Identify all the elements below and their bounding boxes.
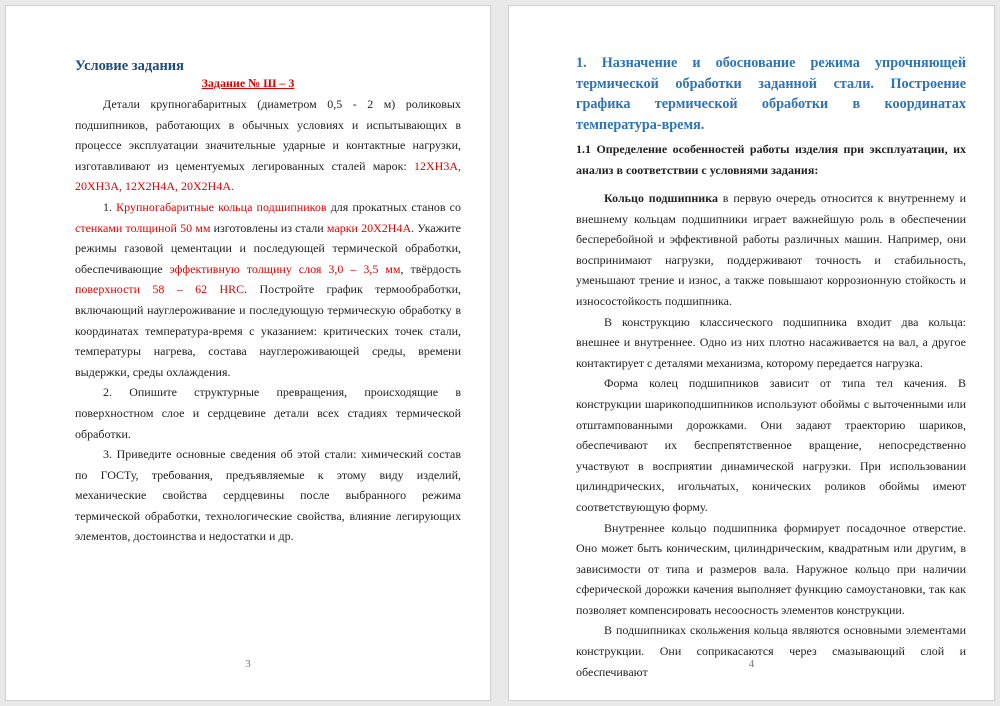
subsection-heading: 1.1 Определение особенностей работы изделия при эксплуатации, их анализ в соответствии с условиями задания: [576,142,966,177]
paragraph: Форма колец подшипников зависит от типа тел качения. В конструкции шарикоподшипников используют обоймы с выточенными или отштампованными дорожками. Они задают траекторию шариков, обеспечивают их беспрепятственное вращение, непосредственно участвуют в восприятии динамической нагрузки. При использовании цилиндрических, игольчатых, конических роликов обоймы имеют соответствующую форму. [576,376,966,514]
document-page-4 [508,5,995,701]
page-number: 3 [245,658,251,670]
paragraph-task-1: 1. Крупногабаритные кольца подшипников для прокатных станов со стенками толщиной 50 мм изготовлены из стали марки 20Х2Н4А. Укажите режимы газовой цементации и последующей термической обработки, обеспечивающие эффективную толщину слоя 3,0 – 3,5 мм, твёрдость поверхности 58 – 62 HRC. Постройте график термообработки, включающий науглероживание и последующую термическую обработку в координатах температура-время с указанием: критических точек стали, температуры нагрева, состава науглероживающей среды, времени выдержки, среды охлаждения. [75,199,461,379]
paragraph: Внутреннее кольцо подшипника формирует посадочное отверстие. Оно может быть коническим, цилиндрическим, квадратным или другим, в зависимости от типа и размеров вала. Наружное кольцо при наличии сферической дорожки качения выполняет функцию самоустановки, так как позволяет компенсировать несоосность элементов конструкции. [576,520,966,617]
task-text [75,94,461,547]
paragraph: В конструкцию классического подшипника входит два кольца: внешнее и внутреннее. Одно из них плотно насаживается на вал, а другое контактирует с деталями механизма, которому передается нагрузка. [576,314,966,370]
paragraph: Кольцо подшипника в первую очередь относится к внутреннему и внешнему кольцам подшипники играет важнейшую роль в обеспечении бесперебойной и эффективной работы различных машин. Например, они воспринимают нагрузки, поддерживают точность и стабильность, уменьшают трение и износ, а также повышают коррозионную стойкость и износостойкость подшипника. [576,191,966,308]
paragraph-intro: Детали крупногабаритных (диаметром 0,5 - 2 м) роликовых подшипников, работающих в обычных условиях и испытывающих в процессе эксплуатации значительные ударные и контактные нагрузки, изготавливают из цементуемых легированных сталей марок: 12ХН3А, 20ХН3А, 12Х2Н4А, 20Х2Н4А. [75,97,461,194]
body-text [576,188,966,682]
paragraph-task-2: 2. Опишите структурные превращения, происходящие в поверхностном слое и сердцевине детали всех стадиях термической обработки. [75,385,461,441]
paragraph-task-3: 3. Приведите основные сведения об этой стали: химический состав по ГОСТу, требования, предъявляемые к этому виду изделий, механические свойства сердцевины после выбранного режима термической обработки, технологические свойства, влияние легирующих элементов, достоинства и недостатки и др. [75,447,461,544]
chapter-heading: 1. Назначение и обоснование режима упрочняющей термической обработки заданной стали. Построение графика термической обработки в координатах температура-время. [576,55,966,133]
page-number: 4 [748,658,755,670]
paragraph: В подшипниках скольжения кольца являются основными элементами конструкции. Они соприкасаются через смазывающий слой и обеспечивают [576,623,966,679]
task-number: Задание № Ш – 3 [201,76,295,90]
section-heading: Условие задания [75,58,184,74]
steel-grades: 12ХН3А, 20ХН3А, 12Х2Н4А, 20Х2Н4А. [75,158,461,194]
document-page-3 [5,5,491,701]
